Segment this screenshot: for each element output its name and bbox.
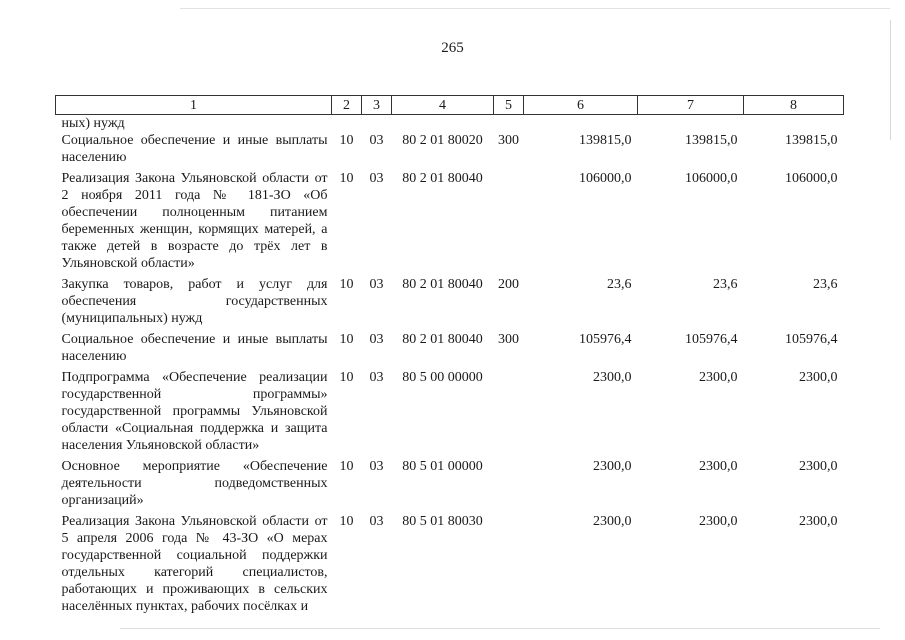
row-amount-year1: 139815,0 bbox=[579, 133, 632, 148]
row-amount-year3: 106000,0 bbox=[785, 171, 838, 186]
row-expense-type: 300 bbox=[498, 332, 519, 347]
row-section: 10 bbox=[339, 514, 354, 529]
row-amount-year2: 23,6 bbox=[713, 277, 738, 292]
row-amount-year2 bbox=[638, 115, 744, 133]
row-expense-type: 200 bbox=[498, 277, 519, 292]
row-amount-year2: 2300,0 bbox=[699, 514, 738, 529]
row-name: Подпрограмма «Обеспечение реализации государственной программы» государственной программы Ульяновской области «Социальная поддержка и защита населения Ульяновской области» bbox=[61, 370, 328, 453]
row-target-article: 80 5 01 80030 bbox=[402, 514, 483, 529]
header-cell-6: 6 bbox=[524, 96, 638, 115]
row-amount-year3: 139815,0 bbox=[785, 133, 838, 148]
row-target-article: 80 5 01 00000 bbox=[402, 459, 483, 474]
row-amount-year3: 2300,0 bbox=[799, 370, 838, 385]
table-row bbox=[56, 369, 844, 458]
row-expense-type bbox=[494, 115, 524, 133]
header-cell-5: 5 bbox=[494, 96, 524, 115]
row-amount-year2: 106000,0 bbox=[685, 171, 738, 186]
row-expense-type bbox=[494, 170, 524, 276]
row-subsection: 03 bbox=[369, 133, 384, 148]
row-name: Закупка товаров, работ и услуг для обеспечения государственных (муниципальных) нужд bbox=[61, 277, 328, 326]
scan-artifact-bottom bbox=[120, 628, 880, 629]
row-amount-year3: 23,6 bbox=[813, 277, 838, 292]
row-name: ных) нужд bbox=[61, 116, 125, 131]
row-target-article bbox=[392, 115, 494, 133]
table-row bbox=[56, 331, 844, 369]
row-amount-year2: 139815,0 bbox=[685, 133, 738, 148]
row-target-article: 80 2 01 80040 bbox=[402, 171, 483, 186]
row-amount-year3 bbox=[744, 115, 844, 133]
row-subsection: 03 bbox=[369, 171, 384, 186]
row-section: 10 bbox=[339, 277, 354, 292]
budget-table bbox=[55, 95, 844, 615]
row-amount-year3: 105976,4 bbox=[785, 332, 838, 347]
page-number: 265 bbox=[441, 40, 464, 56]
row-name: Социальное обеспечение и иные выплаты населению bbox=[61, 332, 328, 364]
table-row bbox=[56, 276, 844, 331]
row-subsection: 03 bbox=[369, 370, 384, 385]
row-section: 10 bbox=[339, 171, 354, 186]
scan-artifact-top bbox=[180, 8, 890, 9]
header-cell-3: 3 bbox=[362, 96, 392, 115]
table-row bbox=[56, 458, 844, 513]
header-cell-2: 2 bbox=[332, 96, 362, 115]
row-subsection: 03 bbox=[369, 332, 384, 347]
row-amount-year2: 2300,0 bbox=[699, 370, 738, 385]
row-expense-type bbox=[494, 513, 524, 615]
table-row bbox=[56, 132, 844, 170]
row-amount-year1: 106000,0 bbox=[579, 171, 632, 186]
row-target-article: 80 2 01 80040 bbox=[402, 277, 483, 292]
row-section bbox=[332, 115, 362, 133]
row-subsection: 03 bbox=[369, 277, 384, 292]
row-amount-year3: 2300,0 bbox=[799, 514, 838, 529]
row-name: Реализация Закона Ульяновской области от 5 апреля 2006 года № 43-ЗО «О мерах государственной социальной поддержки отдельных категорий специалистов, работающих и проживающих в сельских населённых пунктах, рабочих посёлках и bbox=[61, 514, 328, 614]
row-section: 10 bbox=[339, 370, 354, 385]
row-amount-year1: 2300,0 bbox=[593, 370, 632, 385]
row-amount-year1: 2300,0 bbox=[593, 459, 632, 474]
table-row bbox=[56, 513, 844, 615]
row-amount-year2: 105976,4 bbox=[685, 332, 738, 347]
header-cell-4: 4 bbox=[392, 96, 494, 115]
row-section: 10 bbox=[339, 133, 354, 148]
row-expense-type bbox=[494, 458, 524, 513]
table-row bbox=[56, 170, 844, 276]
header-cell-1: 1 bbox=[56, 96, 332, 115]
row-name: Основное мероприятие «Обеспечение деятельности подведомственных организаций» bbox=[61, 459, 328, 508]
row-target-article: 80 2 01 80040 bbox=[402, 332, 483, 347]
header-cell-8: 8 bbox=[744, 96, 844, 115]
row-amount-year1: 105976,4 bbox=[579, 332, 632, 347]
row-target-article: 80 2 01 80020 bbox=[402, 133, 483, 148]
row-target-article: 80 5 00 00000 bbox=[402, 370, 483, 385]
row-section: 10 bbox=[339, 459, 354, 474]
row-amount-year2: 2300,0 bbox=[699, 459, 738, 474]
row-name: Реализация Закона Ульяновской области от 2 ноября 2011 года № 181-ЗО «Об обеспечении полноценным питанием беременных женщин, кормящих матерей, а также детей в возрасте до трёх лет в Ульяновской области» bbox=[61, 171, 328, 271]
row-name: Социальное обеспечение и иные выплаты населению bbox=[61, 133, 328, 165]
header-row bbox=[56, 96, 844, 115]
row-subsection: 03 bbox=[369, 514, 384, 529]
row-expense-type bbox=[494, 369, 524, 458]
row-expense-type: 300 bbox=[498, 133, 519, 148]
row-subsection: 03 bbox=[369, 459, 384, 474]
header-cell-7: 7 bbox=[638, 96, 744, 115]
row-amount-year1: 2300,0 bbox=[593, 514, 632, 529]
row-amount-year1: 23,6 bbox=[607, 277, 632, 292]
row-amount-year3: 2300,0 bbox=[799, 459, 838, 474]
row-section: 10 bbox=[339, 332, 354, 347]
row-amount-year1 bbox=[524, 115, 638, 133]
scan-artifact-right bbox=[890, 20, 891, 140]
row-subsection bbox=[362, 115, 392, 133]
table-row bbox=[56, 115, 844, 133]
